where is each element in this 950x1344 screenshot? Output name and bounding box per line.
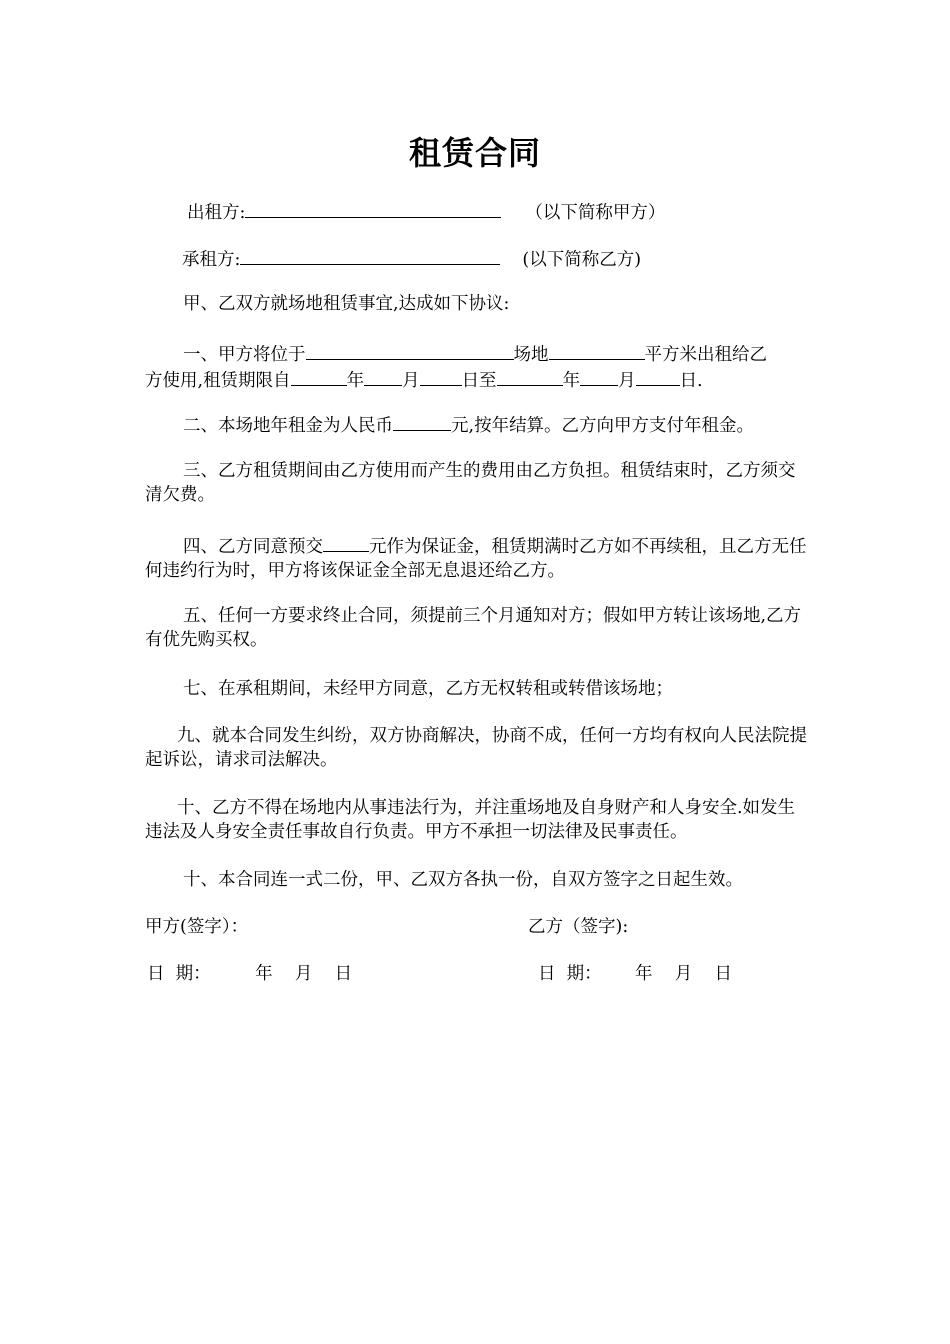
lessor-line <box>187 198 852 225</box>
clause-2 <box>183 411 848 438</box>
clause-7: 七、在承租期间，未经甲方同意，乙方无权转租或转借该场地； <box>183 679 673 699</box>
clause-3: 三、乙方租赁期间由乙方使用而产生的费用由乙方负担。租赁结束时，乙方须交清欠费。 <box>145 461 796 505</box>
clause-1-text-h: 年 <box>562 371 581 391</box>
lessor-name-blank[interactable] <box>245 198 501 218</box>
lessee-name-blank[interactable] <box>240 245 500 265</box>
clause-1-text-d: 方使用,租赁期限自 <box>145 371 291 391</box>
clause-1-text-j: 日. <box>679 371 703 391</box>
clause-1-text-i: 月 <box>618 371 636 391</box>
deposit-blank[interactable] <box>323 532 369 552</box>
clause-5: 五、任何一方要求终止合同，须提前三个月通知对方；假如甲方转让该场地,乙方有优先购买权。 <box>145 606 802 650</box>
document-title: 租赁合同 <box>408 134 541 172</box>
location-blank[interactable] <box>306 340 514 360</box>
clause-4-text-a: 四、乙方同意预交 <box>183 537 323 557</box>
start-month-blank[interactable] <box>364 366 402 386</box>
end-month-blank[interactable] <box>580 366 618 386</box>
clause-2-text-a: 二、本场地年租金为人民币 <box>183 416 393 436</box>
clause-2-text-b: 元,按年结算。乙方向甲方支付年租金。 <box>451 416 755 436</box>
clause-10-first: 十、乙方不得在场地内从事违法行为，并注重场地及自身财产和人身安全.如发生违法及人身安全责任事故自行负责。甲方不承担一切法律及民事责任。 <box>145 798 796 842</box>
clause-1-line-1 <box>183 340 848 367</box>
clause-1-text-c: 平方米出租给乙 <box>644 345 767 365</box>
clause-9: 九、就本合同发生纠纷，双方协商解决，协商不成，任何一方均有权向人民法院提起诉讼，请求司法解决。 <box>145 726 807 770</box>
party-a-signature-label: 甲方(签字）： <box>145 917 249 937</box>
annual-rent-blank[interactable] <box>393 411 451 431</box>
clause-4 <box>145 532 810 583</box>
lessee-line <box>182 245 847 272</box>
end-year-blank[interactable] <box>497 366 563 386</box>
start-day-blank[interactable] <box>420 366 462 386</box>
clause-1-text-f: 月 <box>402 371 420 391</box>
lessee-label: 承租方: <box>182 250 241 270</box>
start-year-blank[interactable] <box>291 366 347 386</box>
clause-1-text-b: 场地 <box>513 345 549 365</box>
clause-4-text-b: 元作为保证金，租赁期满时乙方如不再续租，且乙方无任何违约行为时，甲方将该保证金全部无息退还给乙方。 <box>145 537 807 581</box>
party-a-date: 日 期： 年 月 日 <box>147 964 353 984</box>
end-day-blank[interactable] <box>636 366 680 386</box>
lessee-note: (以下简称乙方) <box>522 250 642 270</box>
clause-1-text-g: 日至 <box>461 371 497 391</box>
area-blank[interactable] <box>549 340 645 360</box>
lessor-label: 出租方: <box>187 203 246 223</box>
clause-1-line-2 <box>145 366 810 393</box>
clause-1-text-a: 一、甲方将位于 <box>183 345 306 365</box>
lessor-note: （以下简称甲方） <box>525 203 666 223</box>
party-b-signature-label: 乙方（签字): <box>528 917 629 937</box>
party-b-date: 日 期： 年 月 日 <box>538 964 733 984</box>
clause-10-second: 十、本合同连一式二份，甲、乙双方各执一份，自双方签字之日起生效。 <box>183 870 743 890</box>
clause-1-text-e: 年 <box>346 371 365 391</box>
preamble: 甲、乙双方就场地租赁事宜,达成如下协议: <box>183 294 510 314</box>
